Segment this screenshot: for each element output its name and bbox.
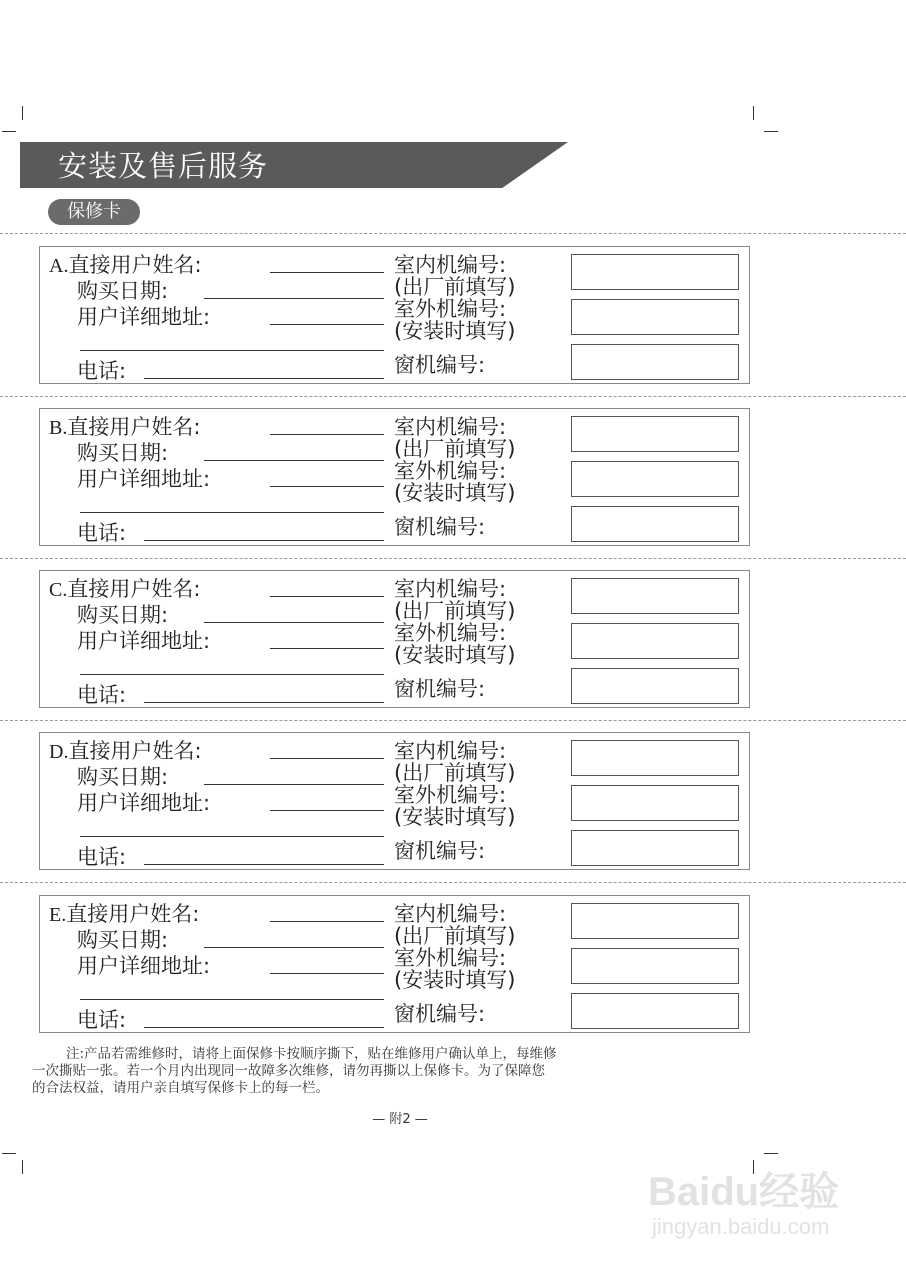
address-field[interactable] bbox=[270, 810, 384, 811]
crop-mark bbox=[2, 131, 16, 132]
warranty-card-d bbox=[39, 732, 750, 870]
indoor-number-label: 室内机编号: bbox=[394, 739, 507, 763]
purchase-date-field[interactable] bbox=[204, 298, 384, 299]
address-field-line2[interactable] bbox=[80, 350, 384, 351]
user-name-label: E.直接用户姓名: bbox=[49, 902, 200, 926]
tear-line bbox=[0, 720, 906, 721]
page-title: 安装及售后服务 bbox=[58, 149, 269, 183]
phone-field[interactable] bbox=[144, 864, 384, 865]
phone-label: 电话: bbox=[77, 683, 127, 707]
purchase-date-label: 购买日期: bbox=[77, 765, 169, 789]
indoor-number-note: (出厂前填写) bbox=[394, 599, 516, 623]
user-name-label: B.直接用户姓名: bbox=[49, 415, 201, 439]
address-label: 用户详细地址: bbox=[77, 791, 211, 815]
indoor-number-note: (出厂前填写) bbox=[394, 275, 516, 299]
outdoor-number-box[interactable] bbox=[571, 461, 739, 497]
phone-label: 电话: bbox=[77, 845, 127, 869]
purchase-date-label: 购买日期: bbox=[77, 279, 169, 303]
window-number-label: 窗机编号: bbox=[394, 677, 486, 701]
address-field-line2[interactable] bbox=[80, 836, 384, 837]
indoor-number-box[interactable] bbox=[571, 254, 739, 290]
window-number-box[interactable] bbox=[571, 344, 739, 380]
page-number: — 附2 — bbox=[372, 1112, 428, 1127]
indoor-number-box[interactable] bbox=[571, 740, 739, 776]
address-label: 用户详细地址: bbox=[77, 629, 211, 653]
indoor-number-note: (出厂前填写) bbox=[394, 924, 516, 948]
phone-label: 电话: bbox=[77, 1008, 127, 1032]
card-letter: A. bbox=[49, 255, 69, 277]
footnote bbox=[32, 1046, 752, 1097]
window-number-label: 窗机编号: bbox=[394, 515, 486, 539]
card-letter: B. bbox=[49, 417, 68, 439]
crop-mark bbox=[22, 1160, 23, 1174]
purchase-date-field[interactable] bbox=[204, 622, 384, 623]
indoor-number-label: 室内机编号: bbox=[394, 902, 507, 926]
phone-label: 电话: bbox=[77, 359, 127, 383]
purchase-date-label: 购买日期: bbox=[77, 928, 169, 952]
warranty-card-c bbox=[39, 570, 750, 708]
indoor-number-box[interactable] bbox=[571, 903, 739, 939]
watermark-url: jingyan.baidu.com bbox=[652, 1214, 830, 1239]
user-name-label: A.直接用户姓名: bbox=[49, 253, 202, 277]
phone-label: 电话: bbox=[77, 521, 127, 545]
outdoor-number-label: 室外机编号: bbox=[394, 459, 507, 483]
indoor-number-box[interactable] bbox=[571, 578, 739, 614]
purchase-date-field[interactable] bbox=[204, 784, 384, 785]
phone-field[interactable] bbox=[144, 702, 384, 703]
purchase-date-field[interactable] bbox=[204, 460, 384, 461]
window-number-box[interactable] bbox=[571, 668, 739, 704]
outdoor-number-box[interactable] bbox=[571, 299, 739, 335]
phone-field[interactable] bbox=[144, 1027, 384, 1028]
address-field-line2[interactable] bbox=[80, 512, 384, 513]
outdoor-number-label: 室外机编号: bbox=[394, 621, 507, 645]
outdoor-number-note: (安装时填写) bbox=[394, 319, 516, 343]
window-number-box[interactable] bbox=[571, 506, 739, 542]
user-name-label: C.直接用户姓名: bbox=[49, 577, 201, 601]
user-name-field[interactable] bbox=[270, 758, 384, 759]
address-label: 用户详细地址: bbox=[77, 954, 211, 978]
tear-line bbox=[0, 396, 906, 397]
outdoor-number-label: 室外机编号: bbox=[394, 783, 507, 807]
outdoor-number-note: (安装时填写) bbox=[394, 643, 516, 667]
phone-field[interactable] bbox=[144, 378, 384, 379]
indoor-number-label: 室内机编号: bbox=[394, 577, 507, 601]
card-letter: C. bbox=[49, 579, 68, 601]
purchase-date-label: 购买日期: bbox=[77, 441, 169, 465]
user-name-field[interactable] bbox=[270, 921, 384, 922]
address-field[interactable] bbox=[270, 648, 384, 649]
tear-line bbox=[0, 233, 906, 234]
user-name-field[interactable] bbox=[270, 596, 384, 597]
window-number-label: 窗机编号: bbox=[394, 1002, 486, 1026]
outdoor-number-label: 室外机编号: bbox=[394, 946, 507, 970]
window-number-box[interactable] bbox=[571, 830, 739, 866]
outdoor-number-box[interactable] bbox=[571, 785, 739, 821]
crop-mark bbox=[2, 1153, 16, 1154]
phone-field[interactable] bbox=[144, 540, 384, 541]
window-number-label: 窗机编号: bbox=[394, 839, 486, 863]
crop-mark bbox=[764, 131, 778, 132]
address-field[interactable] bbox=[270, 324, 384, 325]
footnote-line: 一次撕贴一张。若一个月内出现同一故障多次维修，请勿再撕以上保修卡。为了保障您 bbox=[32, 1063, 545, 1079]
outdoor-number-note: (安装时填写) bbox=[394, 805, 516, 829]
outdoor-number-note: (安装时填写) bbox=[394, 481, 516, 505]
address-field[interactable] bbox=[270, 486, 384, 487]
crop-mark bbox=[764, 1153, 778, 1154]
purchase-date-field[interactable] bbox=[204, 947, 384, 948]
indoor-number-label: 室内机编号: bbox=[394, 253, 507, 277]
window-number-label: 窗机编号: bbox=[394, 353, 486, 377]
purchase-date-label: 购买日期: bbox=[77, 603, 169, 627]
window-number-box[interactable] bbox=[571, 993, 739, 1029]
section-badge: 保修卡 bbox=[48, 199, 140, 225]
outdoor-number-box[interactable] bbox=[571, 623, 739, 659]
tear-line bbox=[0, 882, 906, 883]
outdoor-number-box[interactable] bbox=[571, 948, 739, 984]
warranty-card-b bbox=[39, 408, 750, 546]
address-label: 用户详细地址: bbox=[77, 467, 211, 491]
user-name-field[interactable] bbox=[270, 434, 384, 435]
indoor-number-note: (出厂前填写) bbox=[394, 761, 516, 785]
warranty-card-a bbox=[39, 246, 750, 384]
footnote-line: 的合法权益，请用户亲自填写保修卡上的每一栏。 bbox=[32, 1080, 329, 1096]
user-name-label: D.直接用户姓名: bbox=[49, 739, 202, 763]
warranty-card-e bbox=[39, 895, 750, 1033]
tear-line bbox=[0, 558, 906, 559]
crop-mark bbox=[22, 106, 23, 120]
address-field[interactable] bbox=[270, 973, 384, 974]
indoor-number-label: 室内机编号: bbox=[394, 415, 507, 439]
indoor-number-box[interactable] bbox=[571, 416, 739, 452]
outdoor-number-note: (安装时填写) bbox=[394, 968, 516, 992]
crop-mark bbox=[753, 106, 754, 120]
user-name-field[interactable] bbox=[270, 272, 384, 273]
outdoor-number-label: 室外机编号: bbox=[394, 297, 507, 321]
card-letter: E. bbox=[49, 904, 67, 926]
watermark-logo: Baidu经验 bbox=[648, 1170, 840, 1214]
indoor-number-note: (出厂前填写) bbox=[394, 437, 516, 461]
address-label: 用户详细地址: bbox=[77, 305, 211, 329]
address-field-line2[interactable] bbox=[80, 674, 384, 675]
address-field-line2[interactable] bbox=[80, 999, 384, 1000]
footnote-line: 注:产品若需维修时，请将上面保修卡按顺序撕下，贴在维修用户确认单上，每维修 bbox=[66, 1046, 557, 1062]
card-letter: D. bbox=[49, 741, 69, 763]
